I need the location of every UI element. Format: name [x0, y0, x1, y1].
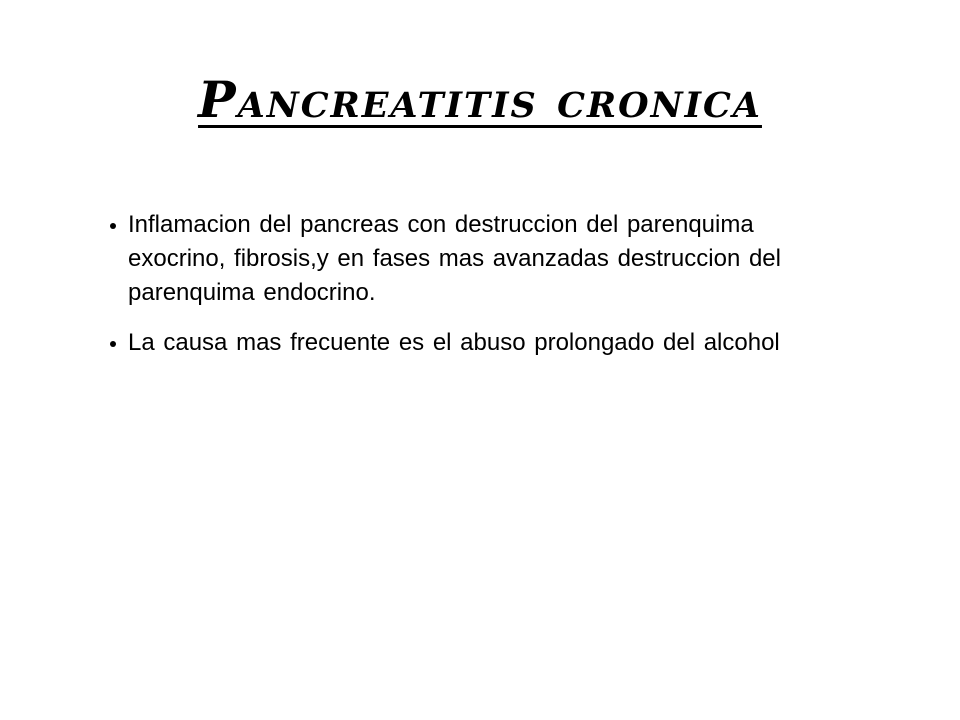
- bullet-text: Inflamacion del pancreas con destruccion del parenquima exocrino, fibrosis,y en fases mas avanzadas destruccion del parenquima endocrino.: [128, 211, 781, 306]
- bullet-item: [116, 326, 856, 360]
- bullet-text: La causa mas frecuente es el abuso prolongado del alcohol: [128, 329, 780, 356]
- bullet-dot-icon: [110, 223, 116, 229]
- bullet-dot-icon: [110, 341, 116, 347]
- bullet-list: [116, 208, 856, 376]
- slide-title: Pancreatitis cronica: [198, 70, 762, 129]
- bullet-item: [116, 208, 856, 310]
